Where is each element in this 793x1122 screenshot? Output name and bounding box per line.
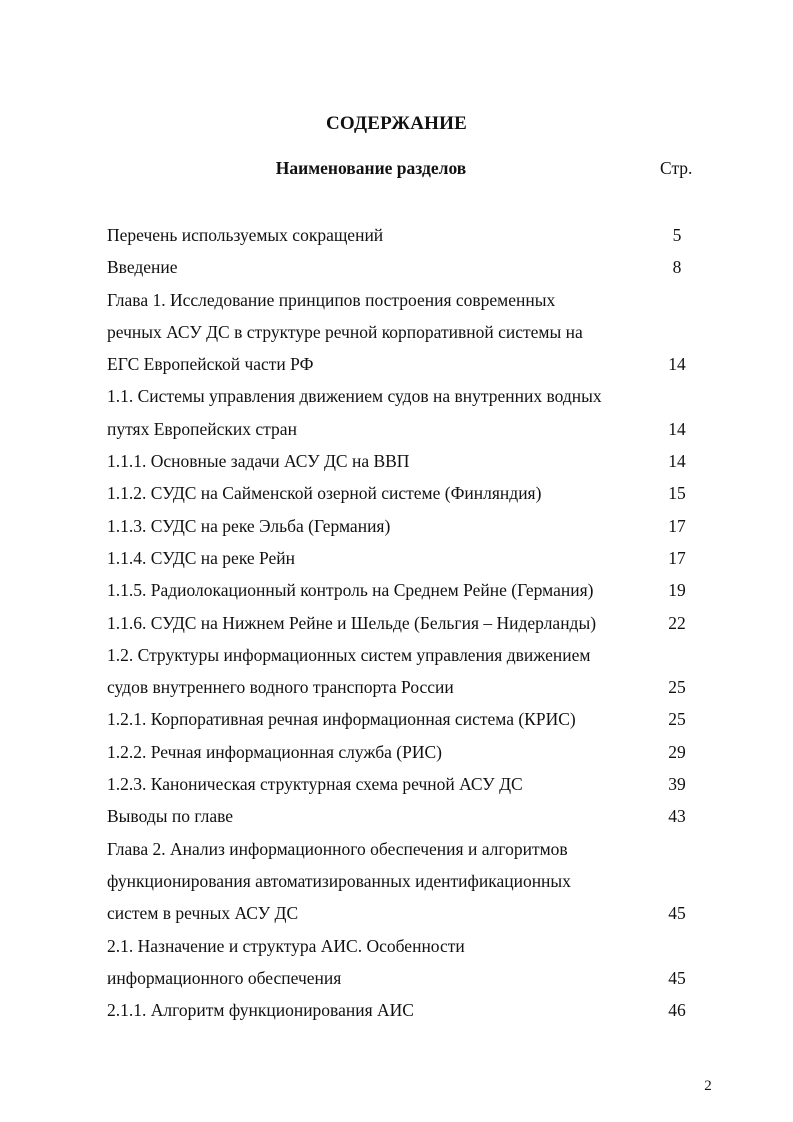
table-of-contents bbox=[107, 219, 692, 1026]
toc-entry-title bbox=[107, 703, 662, 735]
toc-entry-line: функционирования автоматизированных идентификационных bbox=[107, 870, 571, 891]
toc-entry-page: 19 bbox=[668, 580, 686, 601]
toc-entry-line: Перечень используемых сокращений bbox=[107, 225, 384, 245]
toc-entry-line: судов внутреннего водного транспорта России bbox=[107, 677, 454, 698]
toc-entry-line: систем в речных АСУ ДС bbox=[107, 903, 299, 924]
toc-entry-page: 45 bbox=[668, 967, 686, 988]
toc-entry bbox=[107, 703, 692, 735]
toc-entry-title bbox=[107, 380, 662, 445]
toc-entry-line: ЕГС Европейской части РФ bbox=[107, 354, 314, 375]
toc-entry-line: 1.1.1. Основные задачи АСУ ДС на ВВП bbox=[107, 451, 410, 472]
toc-entry bbox=[107, 251, 692, 283]
toc-entry-title bbox=[107, 639, 662, 704]
toc-entry bbox=[107, 380, 692, 445]
toc-entry-line: 1.2. Структуры информационных систем управления движением bbox=[107, 644, 591, 665]
toc-entry-line: Выводы по главе bbox=[107, 806, 234, 827]
toc-entry bbox=[107, 994, 692, 1026]
toc-entry-page: 15 bbox=[668, 483, 686, 504]
toc-entry-title bbox=[107, 607, 662, 639]
toc-entry-line: информационного обеспечения bbox=[107, 967, 342, 988]
toc-entry bbox=[107, 574, 692, 606]
toc-entry-line: 2.1. Назначение и структура АИС. Особенности bbox=[107, 935, 465, 956]
toc-entry-page: 25 bbox=[668, 709, 686, 730]
toc-entry-page: 22 bbox=[668, 612, 686, 633]
toc-entry-title bbox=[107, 477, 662, 509]
column-header-page: Стр. bbox=[660, 158, 693, 178]
toc-entry-title bbox=[107, 284, 662, 381]
toc-entry-line: Глава 1. Исследование принципов построения современных bbox=[107, 289, 556, 310]
toc-entry-page: 14 bbox=[668, 354, 686, 375]
toc-entry bbox=[107, 930, 692, 995]
toc-entry-page: 25 bbox=[668, 677, 686, 698]
toc-entry-line: 1.1.6. СУДС на Нижнем Рейне и Шельде (Бельгия – Нидерланды) bbox=[107, 612, 597, 633]
toc-entry-title bbox=[107, 930, 662, 995]
toc-entry-page: 46 bbox=[668, 1000, 686, 1021]
toc-entry-title bbox=[107, 736, 662, 768]
toc-entry-line: 2.1.1. Алгоритм функционирования АИС bbox=[107, 1000, 414, 1021]
toc-entry bbox=[107, 639, 692, 704]
toc-entry-line: Глава 2. Анализ информационного обеспечения и алгоритмов bbox=[107, 838, 568, 859]
toc-entry-line: 1.1.5. Радиолокационный контроль на Среднем Рейне (Германия) bbox=[107, 580, 594, 601]
toc-entry-page: 14 bbox=[668, 451, 686, 472]
toc-entry-line: 1.1.2. СУДС на Сайменской озерной системе (Финляндия) bbox=[107, 483, 542, 504]
column-header-sections: Наименование разделов bbox=[275, 158, 467, 178]
toc-entry-page: 45 bbox=[668, 903, 686, 924]
page-number: 2 bbox=[704, 1078, 712, 1094]
toc-entry bbox=[107, 219, 692, 251]
toc-entry-page: 5 bbox=[672, 225, 682, 245]
toc-entry-title bbox=[107, 833, 662, 930]
toc-entry-title bbox=[107, 251, 662, 283]
toc-entry-page: 8 bbox=[672, 257, 682, 278]
toc-entry bbox=[107, 833, 692, 930]
toc-entry-page: 39 bbox=[668, 774, 686, 795]
toc-entry-page: 29 bbox=[668, 741, 686, 762]
toc-entry-line: 1.2.2. Речная информационная служба (РИС) bbox=[107, 741, 442, 762]
toc-entry-line: речных АСУ ДС в структуре речной корпоративной системы на bbox=[107, 321, 583, 342]
toc-entry-line: путях Европейских стран bbox=[107, 418, 297, 439]
toc-entry bbox=[107, 284, 692, 381]
toc-entry bbox=[107, 768, 692, 800]
document-title: СОДЕРЖАНИЕ bbox=[326, 113, 467, 134]
toc-entry-page: 17 bbox=[668, 547, 686, 568]
toc-entry-title bbox=[107, 768, 662, 800]
toc-entry-title bbox=[107, 800, 662, 832]
toc-entry-title bbox=[107, 994, 662, 1026]
toc-entry-title bbox=[107, 574, 662, 606]
toc-entry bbox=[107, 800, 692, 832]
toc-entry bbox=[107, 542, 692, 574]
toc-entry-title bbox=[107, 219, 662, 251]
toc-entry-title bbox=[107, 445, 662, 477]
toc-entry-line: 1.1. Системы управления движением судов на внутренних водных bbox=[107, 386, 602, 407]
toc-entry-line: 1.1.4. СУДС на реке Рейн bbox=[107, 547, 296, 568]
toc-entry-title bbox=[107, 510, 662, 542]
toc-entry-line: Введение bbox=[107, 257, 178, 278]
toc-entry-line: 1.2.1. Корпоративная речная информационная система (КРИС) bbox=[107, 709, 576, 730]
toc-entry-page: 14 bbox=[668, 418, 686, 439]
toc-entry bbox=[107, 510, 692, 542]
toc-entry bbox=[107, 736, 692, 768]
toc-entry-title bbox=[107, 542, 662, 574]
toc-entry-page: 17 bbox=[668, 515, 686, 536]
toc-entry-line: 1.1.3. СУДС на реке Эльба (Германия) bbox=[107, 515, 391, 536]
toc-entry bbox=[107, 445, 692, 477]
toc-entry bbox=[107, 607, 692, 639]
toc-entry-line: 1.2.3. Каноническая структурная схема речной АСУ ДС bbox=[107, 774, 523, 795]
toc-entry-page: 43 bbox=[668, 806, 686, 827]
toc-entry bbox=[107, 477, 692, 509]
